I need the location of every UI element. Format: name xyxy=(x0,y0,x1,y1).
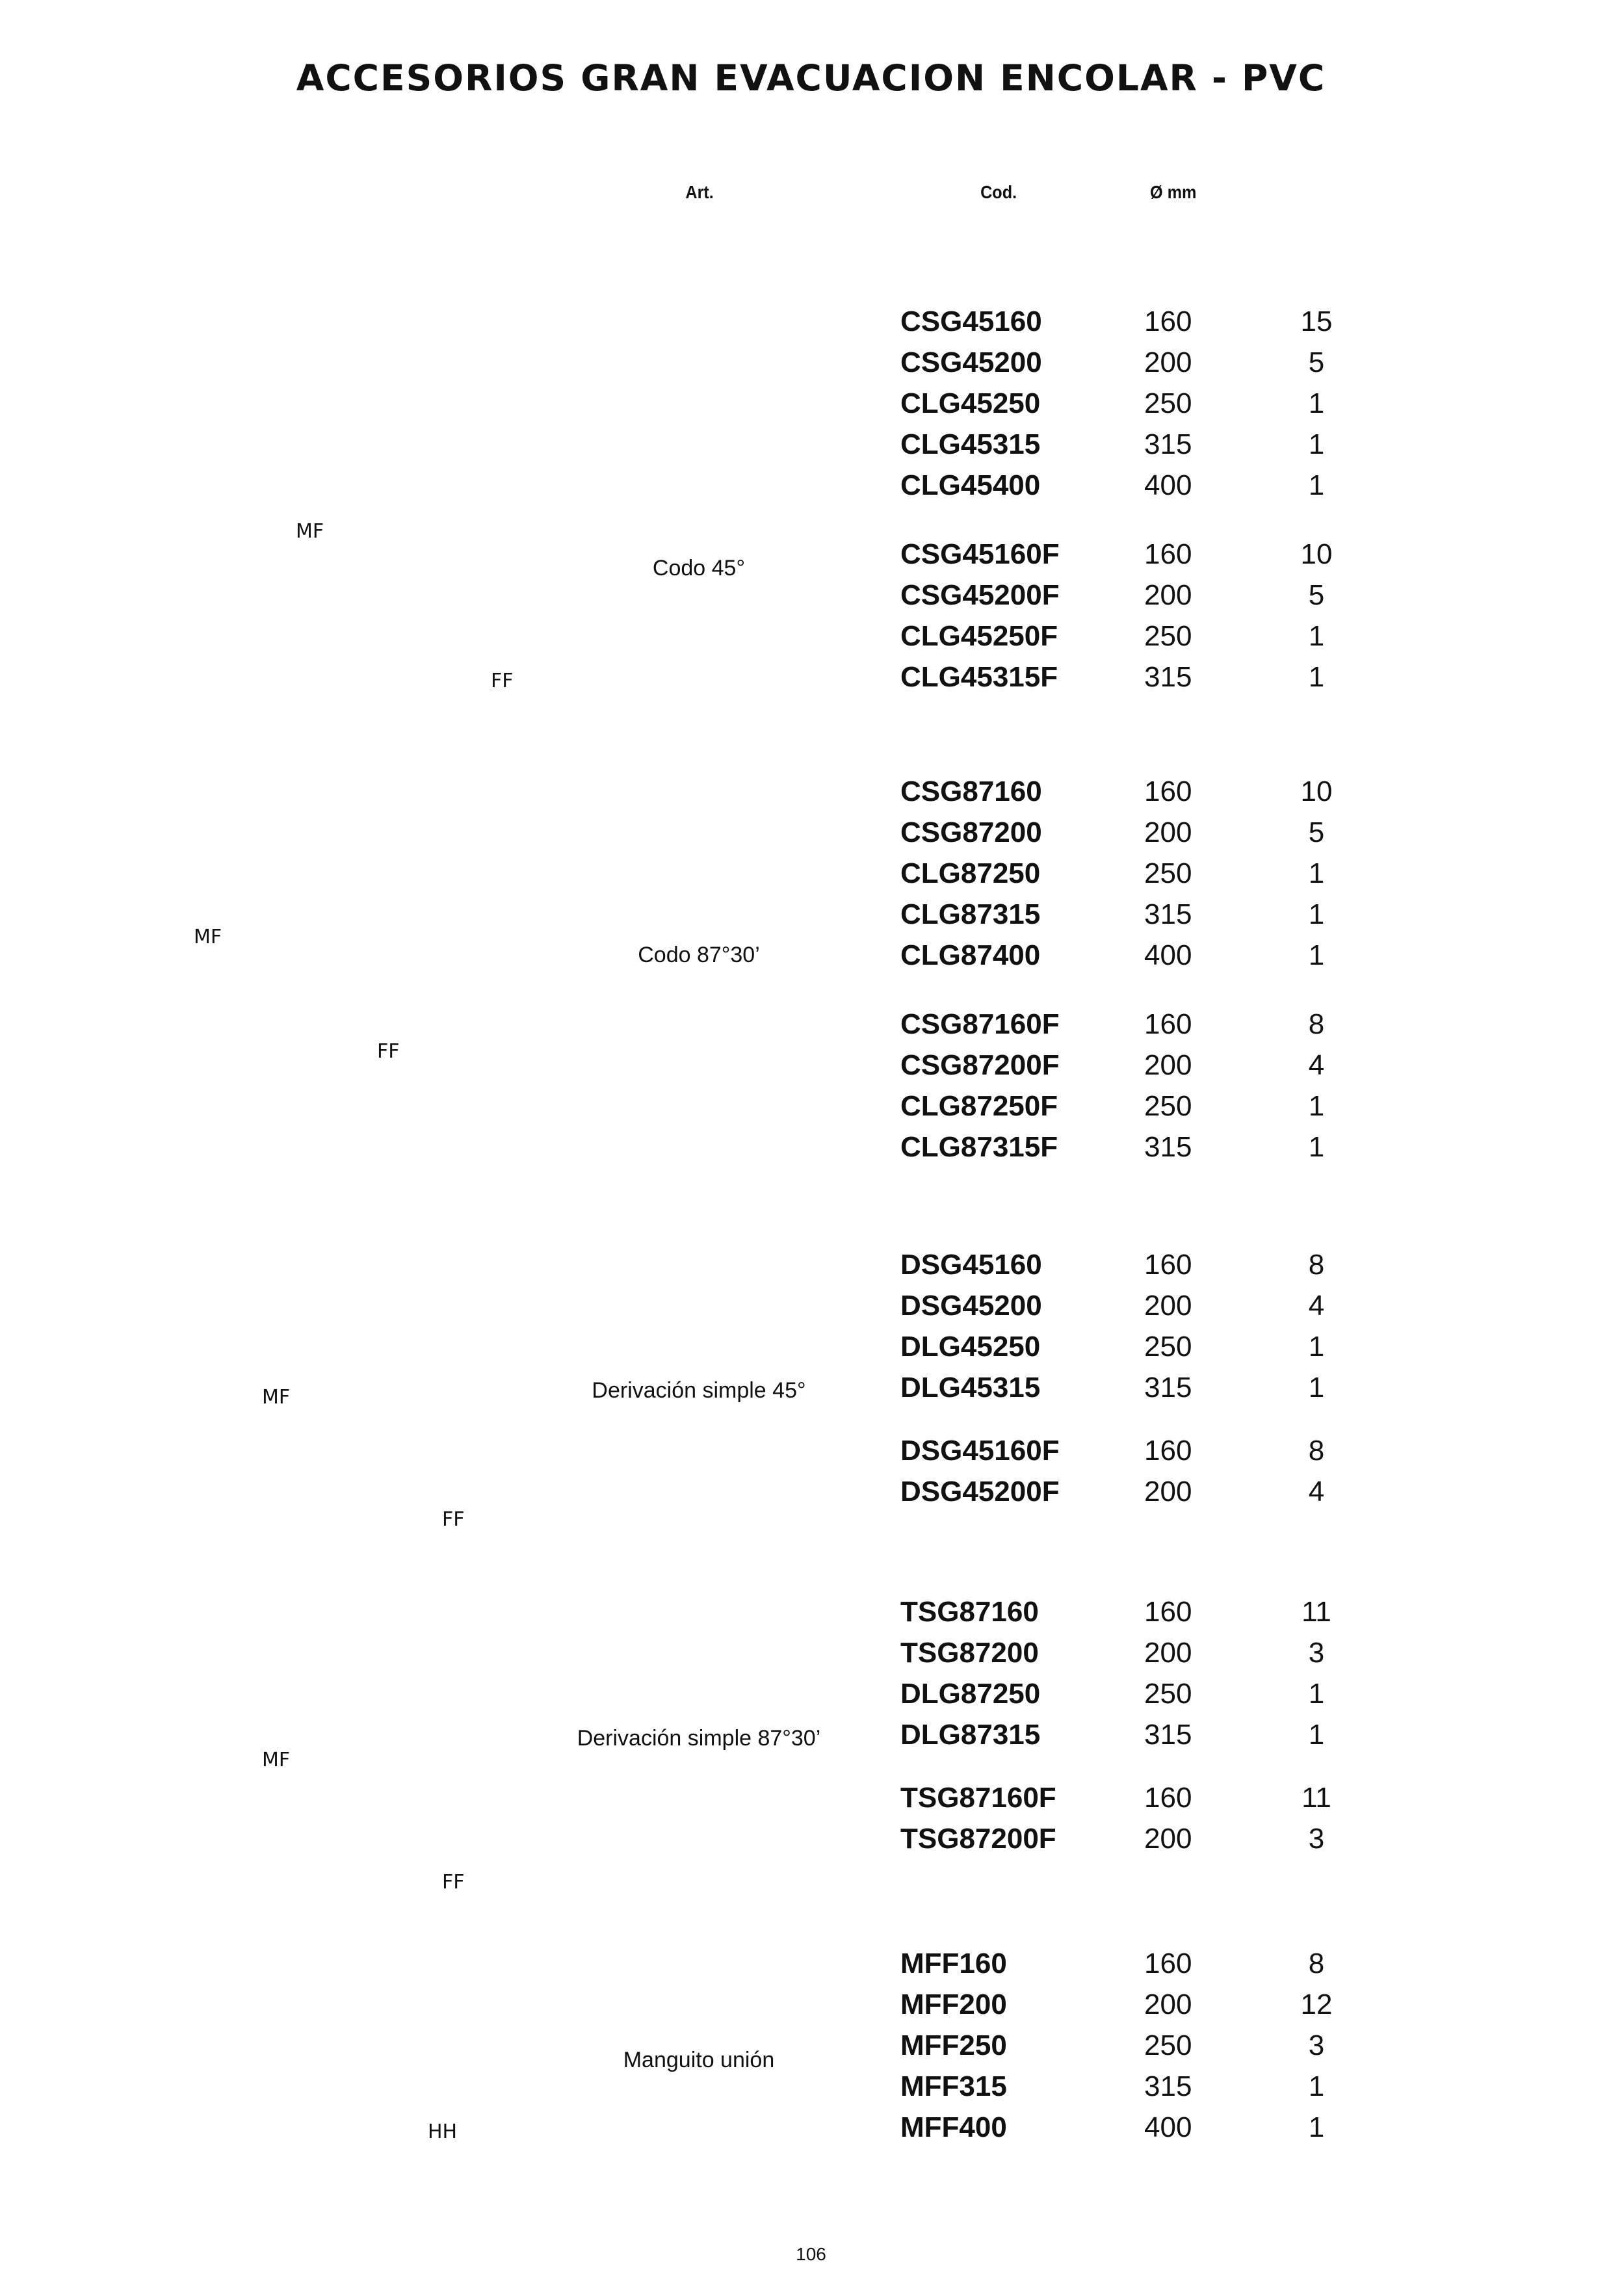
diameter-value: 250 xyxy=(1144,387,1192,419)
diameter-value: 160 xyxy=(1144,1435,1192,1467)
table-row xyxy=(0,1678,1622,1717)
variant-label: FF xyxy=(377,1040,400,1063)
table-row xyxy=(0,387,1622,426)
diameter-value: 315 xyxy=(1144,1131,1192,1163)
variant-label: MF xyxy=(262,1386,291,1409)
diameter-value: 200 xyxy=(1144,579,1192,611)
product-code: DSG45200F xyxy=(900,1476,1060,1507)
diameter-value: 250 xyxy=(1144,1678,1192,1710)
diameter-value: 250 xyxy=(1144,1331,1192,1363)
table-row xyxy=(0,1090,1622,1129)
product-code: TSG87200 xyxy=(900,1637,1039,1669)
product-code: CSG45200 xyxy=(900,346,1042,378)
diameter-value: 200 xyxy=(1144,1290,1192,1322)
table-row xyxy=(0,2070,1622,2109)
table-row xyxy=(0,2111,1622,2150)
table-row xyxy=(0,1948,1622,1987)
diameter-value: 250 xyxy=(1144,857,1192,889)
table-row xyxy=(0,857,1622,896)
quantity-value: 11 xyxy=(1302,1782,1331,1814)
table-row xyxy=(0,1049,1622,1088)
table-row xyxy=(0,306,1622,345)
diameter-value: 250 xyxy=(1144,1090,1192,1122)
diameter-value: 250 xyxy=(1144,620,1192,652)
product-code: TSG87160F xyxy=(900,1782,1056,1814)
product-code: CLG87400 xyxy=(900,939,1041,971)
product-code: MFF400 xyxy=(900,2111,1007,2143)
product-code: DSG45200 xyxy=(900,1290,1042,1322)
table-row xyxy=(0,939,1622,978)
quantity-value: 3 xyxy=(1308,1823,1325,1855)
table-row xyxy=(0,1290,1622,1329)
diameter-value: 400 xyxy=(1144,939,1192,971)
quantity-value: 1 xyxy=(1308,1131,1325,1163)
table-row xyxy=(0,346,1622,385)
diameter-value: 250 xyxy=(1144,2029,1192,2061)
quantity-value: 1 xyxy=(1308,1090,1325,1122)
table-row xyxy=(0,1476,1622,1515)
table-row xyxy=(0,538,1622,577)
product-code: CLG45315F xyxy=(900,661,1058,693)
product-code: CSG45200F xyxy=(900,579,1060,611)
table-row xyxy=(0,776,1622,815)
variant-label: MF xyxy=(296,520,324,543)
quantity-value: 4 xyxy=(1308,1290,1325,1322)
table-row xyxy=(0,816,1622,855)
table-row xyxy=(0,428,1622,467)
product-code: TSG87200F xyxy=(900,1823,1056,1855)
diameter-value: 315 xyxy=(1144,898,1192,930)
variant-label: MF xyxy=(194,926,222,948)
table-row xyxy=(0,469,1622,508)
header-cod: Cod. xyxy=(980,182,1017,202)
diameter-value: 315 xyxy=(1144,428,1192,460)
diameter-value: 315 xyxy=(1144,2070,1192,2102)
diameter-value: 160 xyxy=(1144,306,1192,337)
quantity-value: 5 xyxy=(1308,579,1325,611)
article-name: Codo 45° xyxy=(652,556,746,581)
quantity-value: 1 xyxy=(1308,1372,1325,1403)
product-code: CLG87315 xyxy=(900,898,1041,930)
diameter-value: 160 xyxy=(1144,1948,1192,1979)
table-row xyxy=(0,1331,1622,1370)
article-name: Derivación simple 87°30’ xyxy=(577,1726,821,1751)
product-code: CLG87250F xyxy=(900,1090,1058,1122)
product-code: DLG87315 xyxy=(900,1719,1041,1751)
table-row xyxy=(0,1131,1622,1170)
quantity-value: 3 xyxy=(1308,1637,1325,1669)
diameter-value: 200 xyxy=(1144,1823,1192,1855)
table-row xyxy=(0,1989,1622,2028)
table-row xyxy=(0,1782,1622,1821)
table-row xyxy=(0,1435,1622,1474)
diameter-value: 315 xyxy=(1144,1719,1192,1751)
table-row xyxy=(0,620,1622,659)
product-code: MFF200 xyxy=(900,1989,1007,2020)
table-row xyxy=(0,898,1622,937)
quantity-value: 5 xyxy=(1308,816,1325,848)
quantity-value: 4 xyxy=(1308,1049,1325,1081)
product-code: CSG87200 xyxy=(900,816,1042,848)
variant-label: FF xyxy=(491,670,514,692)
quantity-value: 8 xyxy=(1308,1008,1325,1040)
quantity-value: 1 xyxy=(1308,620,1325,652)
quantity-value: 1 xyxy=(1308,898,1325,930)
quantity-value: 10 xyxy=(1300,776,1333,807)
product-code: DLG87250 xyxy=(900,1678,1041,1710)
product-code: CLG45250 xyxy=(900,387,1041,419)
quantity-value: 8 xyxy=(1308,1249,1325,1281)
quantity-value: 12 xyxy=(1300,1989,1333,2020)
quantity-value: 10 xyxy=(1300,538,1333,570)
quantity-value: 8 xyxy=(1308,1435,1325,1467)
table-row xyxy=(0,661,1622,700)
variant-label: MF xyxy=(262,1749,291,1771)
article-name: Derivación simple 45° xyxy=(592,1378,806,1403)
quantity-value: 1 xyxy=(1308,1331,1325,1363)
diameter-value: 200 xyxy=(1144,1049,1192,1081)
quantity-value: 8 xyxy=(1308,1948,1325,1979)
product-code: DLG45315 xyxy=(900,1372,1041,1403)
quantity-value: 5 xyxy=(1308,346,1325,378)
quantity-value: 1 xyxy=(1308,661,1325,693)
article-name: Manguito unión xyxy=(623,2048,775,2072)
table-row xyxy=(0,579,1622,618)
quantity-value: 11 xyxy=(1302,1596,1331,1628)
product-code: CSG45160F xyxy=(900,538,1060,570)
quantity-value: 3 xyxy=(1308,2029,1325,2061)
diameter-value: 160 xyxy=(1144,1249,1192,1281)
product-code: CLG45400 xyxy=(900,469,1041,501)
product-code: MFF160 xyxy=(900,1948,1007,1979)
diameter-value: 200 xyxy=(1144,1476,1192,1507)
quantity-value: 1 xyxy=(1308,2070,1325,2102)
product-code: DSG45160F xyxy=(900,1435,1060,1467)
diameter-value: 315 xyxy=(1144,661,1192,693)
page-number: 106 xyxy=(796,2244,826,2264)
quantity-value: 1 xyxy=(1308,428,1325,460)
product-code: CLG87315F xyxy=(900,1131,1058,1163)
product-code: CSG87160F xyxy=(900,1008,1060,1040)
quantity-value: 4 xyxy=(1308,1476,1325,1507)
diameter-value: 400 xyxy=(1144,2111,1192,2143)
table-row xyxy=(0,1372,1622,1411)
table-row xyxy=(0,1249,1622,1288)
quantity-value: 1 xyxy=(1308,1719,1325,1751)
product-code: MFF315 xyxy=(900,2070,1007,2102)
quantity-value: 1 xyxy=(1308,939,1325,971)
product-code: CLG45250F xyxy=(900,620,1058,652)
variant-label: FF xyxy=(442,1508,465,1531)
diameter-value: 160 xyxy=(1144,538,1192,570)
table-row xyxy=(0,1596,1622,1635)
product-code: CSG87160 xyxy=(900,776,1042,807)
quantity-value: 1 xyxy=(1308,1678,1325,1710)
diameter-value: 200 xyxy=(1144,1989,1192,2020)
product-code: CLG87250 xyxy=(900,857,1041,889)
quantity-value: 15 xyxy=(1300,306,1333,337)
variant-label: HH xyxy=(428,2120,458,2143)
product-code: DLG45250 xyxy=(900,1331,1041,1363)
diameter-value: 200 xyxy=(1144,346,1192,378)
table-row xyxy=(0,1637,1622,1676)
table-row xyxy=(0,1823,1622,1862)
diameter-value: 160 xyxy=(1144,776,1192,807)
diameter-value: 200 xyxy=(1144,816,1192,848)
product-code: DSG45160 xyxy=(900,1249,1042,1281)
diameter-value: 400 xyxy=(1144,469,1192,501)
table-row xyxy=(0,2029,1622,2068)
product-code: CSG87200F xyxy=(900,1049,1060,1081)
quantity-value: 1 xyxy=(1308,857,1325,889)
quantity-value: 1 xyxy=(1308,469,1325,501)
product-code: MFF250 xyxy=(900,2029,1007,2061)
diameter-value: 160 xyxy=(1144,1596,1192,1628)
header-art: Art. xyxy=(685,182,714,202)
product-code: CSG45160 xyxy=(900,306,1042,337)
product-code: CLG45315 xyxy=(900,428,1041,460)
table-row xyxy=(0,1719,1622,1758)
diameter-value: 160 xyxy=(1144,1008,1192,1040)
product-code: TSG87160 xyxy=(900,1596,1039,1628)
diameter-value: 160 xyxy=(1144,1782,1192,1814)
table-row xyxy=(0,1008,1622,1047)
quantity-value: 1 xyxy=(1308,387,1325,419)
diameter-value: 200 xyxy=(1144,1637,1192,1669)
quantity-value: 1 xyxy=(1308,2111,1325,2143)
variant-label: FF xyxy=(442,1871,465,1894)
page-title: ACCESORIOS GRAN EVACUACION ENCOLAR - PVC xyxy=(296,57,1326,99)
diameter-value: 315 xyxy=(1144,1372,1192,1403)
header-diameter: Ø mm xyxy=(1149,182,1197,202)
article-name: Codo 87°30’ xyxy=(638,943,760,967)
